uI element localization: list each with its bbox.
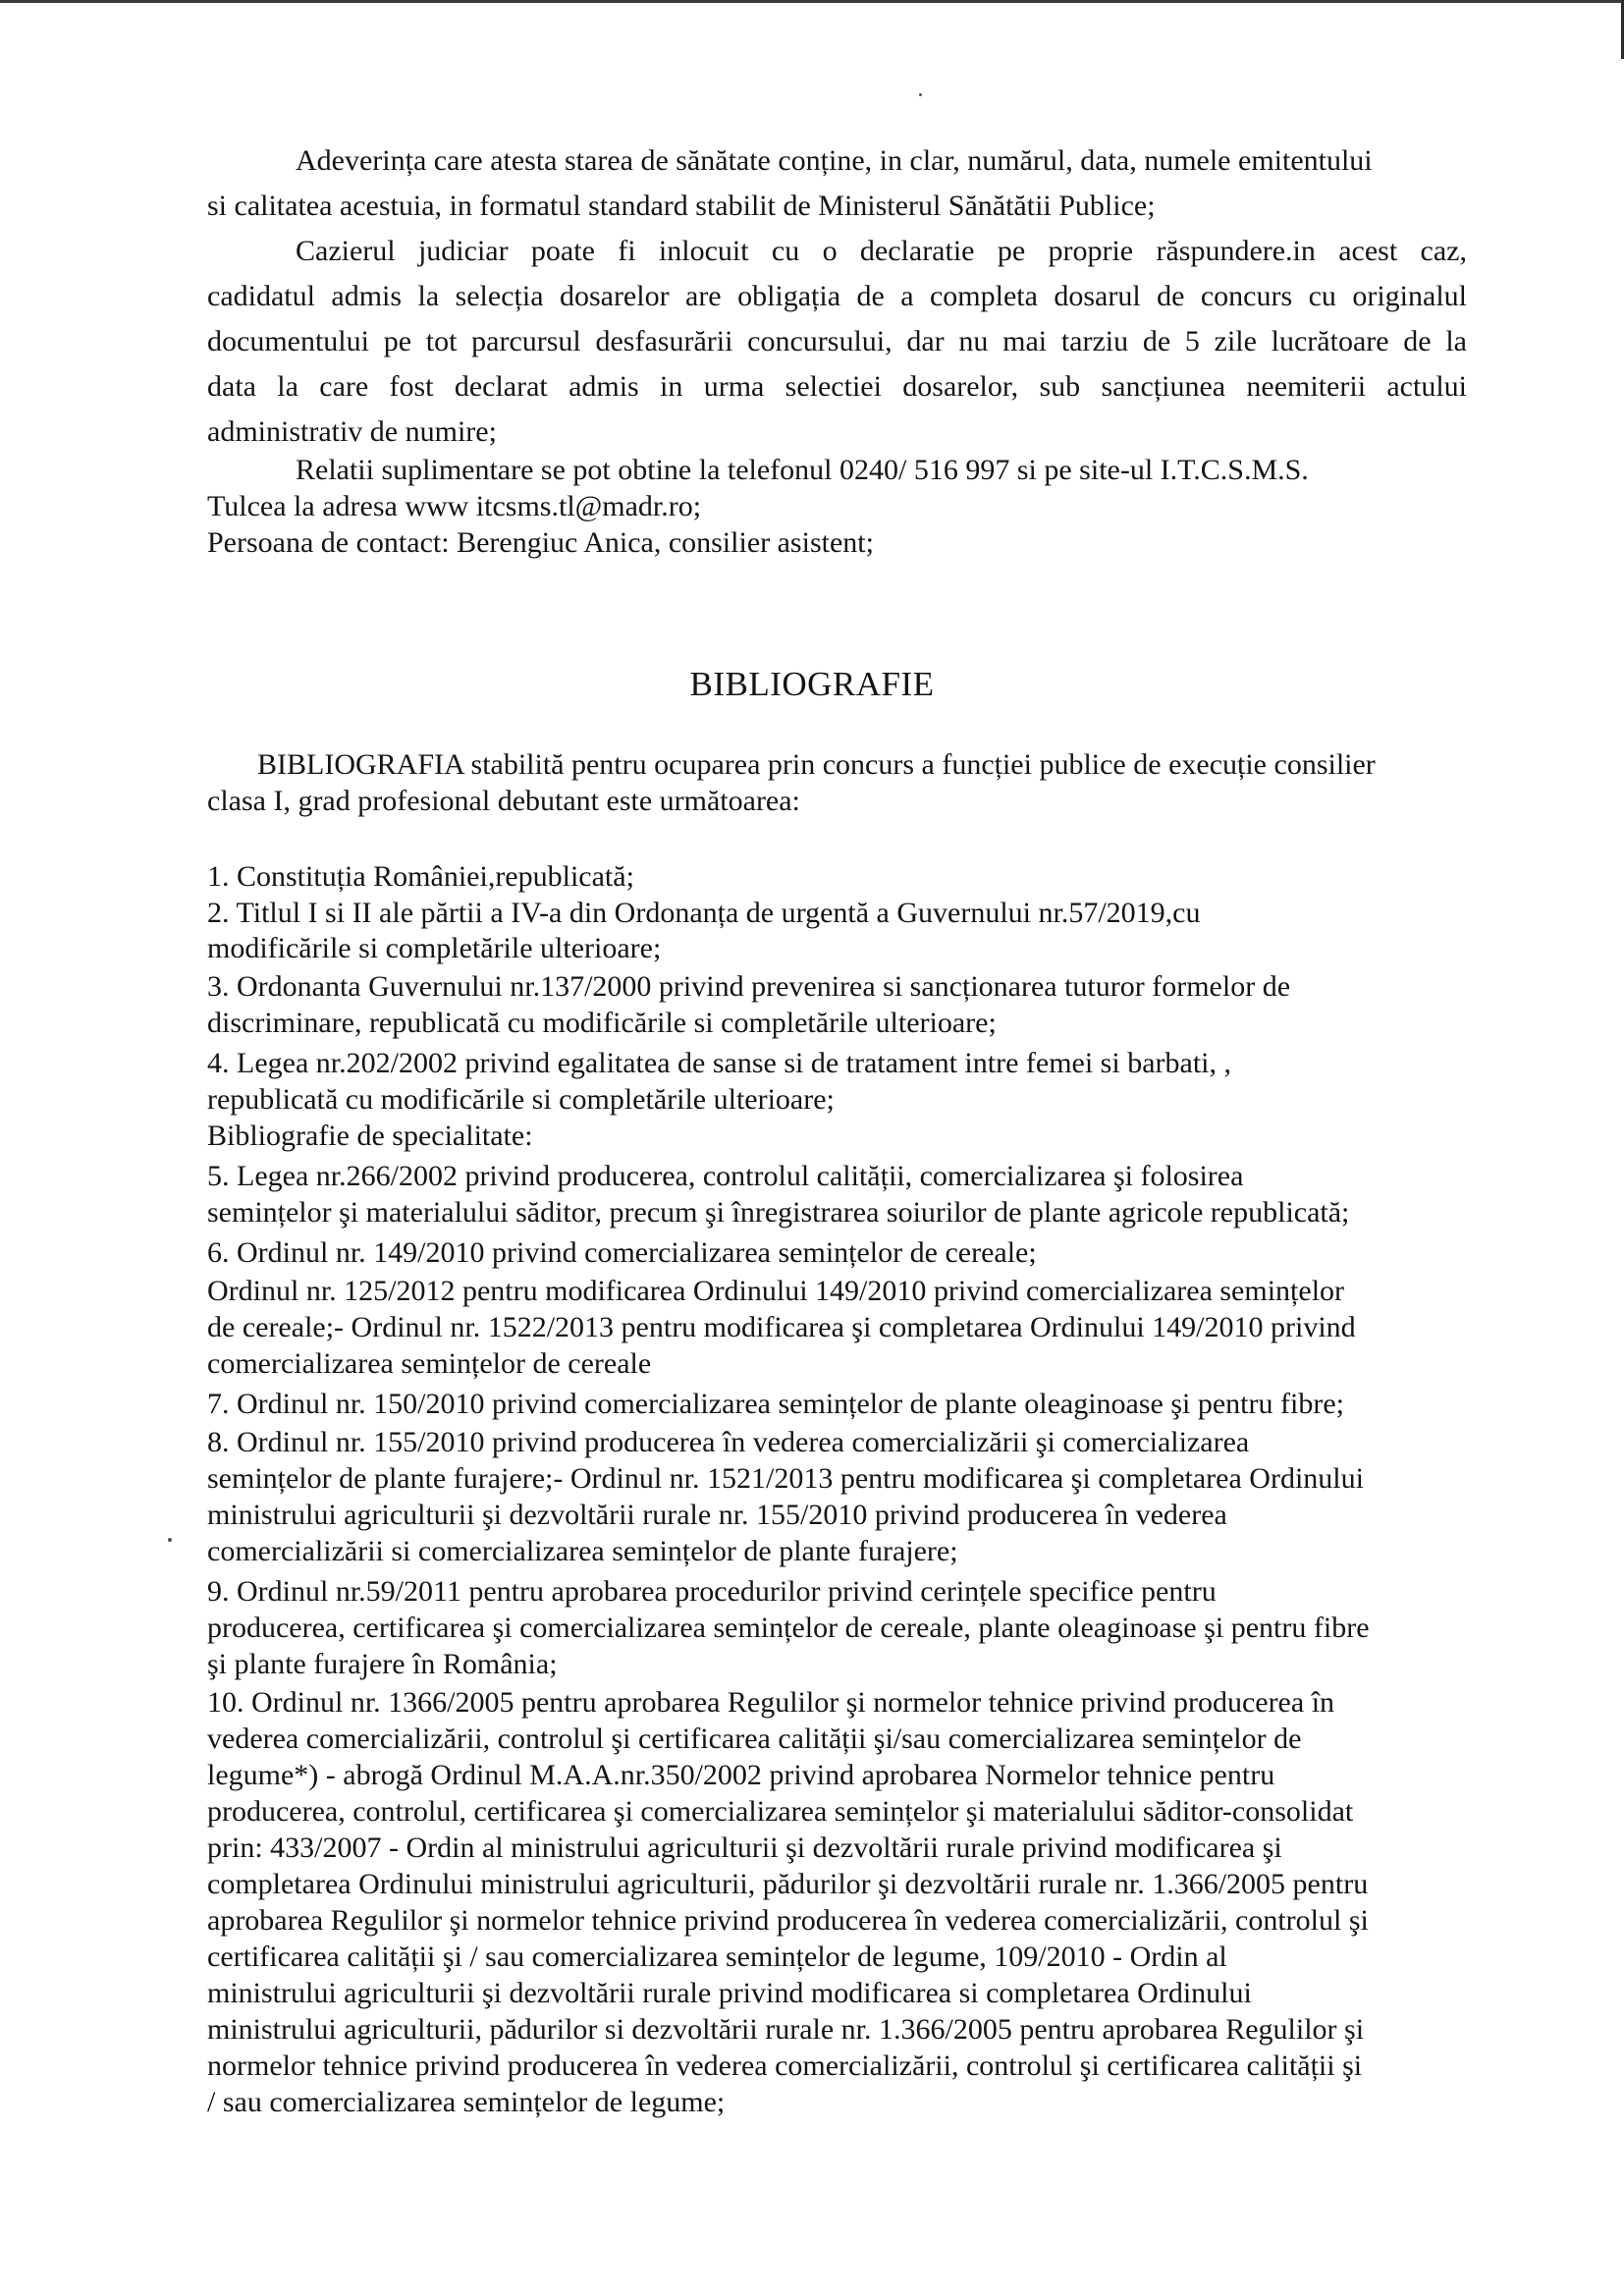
bibliography-line: 3. Ordonanta Guvernului nr.137/2000 privind prevenirea si sancționarea tuturor formelor de	[207, 970, 1291, 1003]
bibliography-line: republicată cu modificările si completările ulterioare;	[207, 1083, 835, 1116]
intro-line: Cazierul judiciar poate fi inlocuit cu o declaratie pe proprie răspundere.in acest caz,	[296, 235, 1467, 267]
bibliography-heading: BIBLIOGRAFIE	[689, 665, 935, 703]
bibliography-line: producerea, controlul, certificarea şi comercializarea semințelor şi materialului săditor-consolidat	[207, 1795, 1354, 1828]
bibliography-line: certificarea calității şi / sau comercializarea semințelor de legume, 109/2010 - Ordin al	[207, 1941, 1227, 1973]
bibliography-line: 6. Ordinul nr. 149/2010 privind comercializarea semințelor de cereale;	[207, 1236, 1037, 1269]
contact-person-line: Persoana de contact: Berengiuc Anica, consilier asistent;	[207, 526, 874, 559]
intro-line: Adeverința care atesta starea de sănătate conține, in clar, numărul, data, numele emitentului	[296, 144, 1373, 177]
scan-speck	[919, 93, 922, 96]
bibliography-line: vederea comercializării, controlul şi certificarea calității şi/sau comercializarea semințelor de	[207, 1722, 1302, 1755]
intro-line: documentului pe tot parcursul desfasurării concursului, dar nu mai tarziu de 5 zile lucrătoare de la	[207, 325, 1467, 357]
bibliography-line: Ordinul nr. 125/2012 pentru modificarea Ordinului 149/2010 privind comercializarea semințelor	[207, 1275, 1345, 1307]
bibliography-line: comercializării si comercializarea semințelor de plante furajere;	[207, 1535, 958, 1567]
subsection-label: Bibliografie de specialitate:	[207, 1120, 533, 1152]
bibliography-line: prin: 433/2007 - Ordin al ministrului agriculturii şi dezvoltării rurale privind modificarea şi	[207, 1831, 1282, 1864]
bibliography-line: 1. Constituția României,republicată;	[207, 860, 634, 893]
bibliography-line: producerea, certificarea şi comercializarea semințelor de cereale, plante oleaginoase şi pentru fibre	[207, 1612, 1370, 1644]
scan-top-border	[0, 0, 1624, 3]
bibliography-line: de cereale;- Ordinul nr. 1522/2013 pentru modificarea şi completarea Ordinului 149/2010 privind	[207, 1311, 1356, 1343]
bibliography-line: 10. Ordinul nr. 1366/2005 pentru aprobarea Regulilor şi normelor tehnice privind producerea în	[207, 1686, 1335, 1719]
bibliography-line: 5. Legea nr.266/2002 privind producerea, controlul calității, comercializarea şi folosirea	[207, 1160, 1244, 1192]
bibliography-line: şi plante furajere în România;	[207, 1648, 558, 1680]
bibliography-line: discriminare, republicată cu modificările si completările ulterioare;	[207, 1007, 997, 1039]
scan-speck	[168, 1538, 172, 1542]
bibliography-line: legume*) - abrogă Ordinul M.A.A.nr.350/2002 privind aprobarea Normelor tehnice pentru	[207, 1759, 1275, 1791]
bibliography-line: 2. Titlul I si II ale părtii a IV-a din Ordonanța de urgentă a Guvernului nr.57/2019,cu	[207, 897, 1201, 929]
bibliography-line: comercializarea semințelor de cereale	[207, 1347, 652, 1380]
bibliography-line: ministrului agriculturii şi dezvoltării rurale privind modificarea si completarea Ordinului	[207, 1977, 1252, 2009]
intro-line: administrativ de numire;	[207, 415, 497, 448]
bibliography-line: modificările si completările ulterioare;	[207, 932, 662, 964]
bibliography-line: semințelor de plante furajere;- Ordinul nr. 1521/2013 pentru modificarea şi completarea Ordinului	[207, 1462, 1364, 1495]
bibliography-line: 8. Ordinul nr. 155/2010 privind producerea în vederea comercializării şi comercializarea	[207, 1426, 1250, 1458]
intro-line: si calitatea acestuia, in formatul standard stabilit de Ministerul Sănătătii Publice;	[207, 190, 1156, 222]
bibliography-intro-line: clasa I, grad profesional debutant este următoarea:	[207, 785, 800, 817]
bibliography-line: ministrului agriculturii, pădurilor si dezvoltării rurale nr. 1.366/2005 pentru aprobarea Regulilor şi	[207, 2013, 1365, 2046]
intro-line: data la care fost declarat admis in urma selectiei dosarelor, sub sancțiunea neemiterii actului	[207, 370, 1467, 403]
bibliography-line: ministrului agriculturii şi dezvoltării rurale nr. 155/2010 privind producerea în vederea	[207, 1499, 1227, 1531]
bibliography-line: 9. Ordinul nr.59/2011 pentru aprobarea procedurilor privind cerințele specifice pentru	[207, 1575, 1217, 1608]
bibliography-line: aprobarea Regulilor şi normelor tehnice privind producerea în vederea comercializării, controlul şi	[207, 1904, 1369, 1937]
bibliography-line: semințelor şi materialului săditor, precum şi înregistrarea soiurilor de plante agricole republicată;	[207, 1196, 1350, 1229]
bibliography-line: completarea Ordinului ministrului agriculturii, pădurilor şi dezvoltării rurale nr. 1.366/2005 pentru	[207, 1868, 1369, 1900]
contact-info-line: Relatii suplimentare se pot obtine la telefonul 0240/ 516 997 si pe site-ul I.T.C.S.M.S.	[296, 454, 1309, 486]
bibliography-line: 7. Ordinul nr. 150/2010 privind comercializarea semințelor de plante oleaginoase şi pentru fibre;	[207, 1388, 1344, 1420]
bibliography-intro-line: BIBLIOGRAFIA stabilită pentru ocuparea prin concurs a funcției publice de execuție consilier	[257, 748, 1376, 781]
contact-info-line: Tulcea la adresa www itcsms.tl@madr.ro;	[207, 490, 702, 522]
intro-line: cadidatul admis la selecția dosarelor are obligația de a completa dosarul de concurs cu originalul	[207, 280, 1467, 312]
bibliography-line: normelor tehnice privind producerea în vederea comercializării, controlul şi certificarea calității şi	[207, 2050, 1363, 2082]
bibliography-line: 4. Legea nr.202/2002 privind egalitatea de sanse si de tratament intre femei si barbati, ,	[207, 1047, 1231, 1079]
bibliography-line: / sau comercializarea semințelor de legume;	[207, 2086, 726, 2118]
